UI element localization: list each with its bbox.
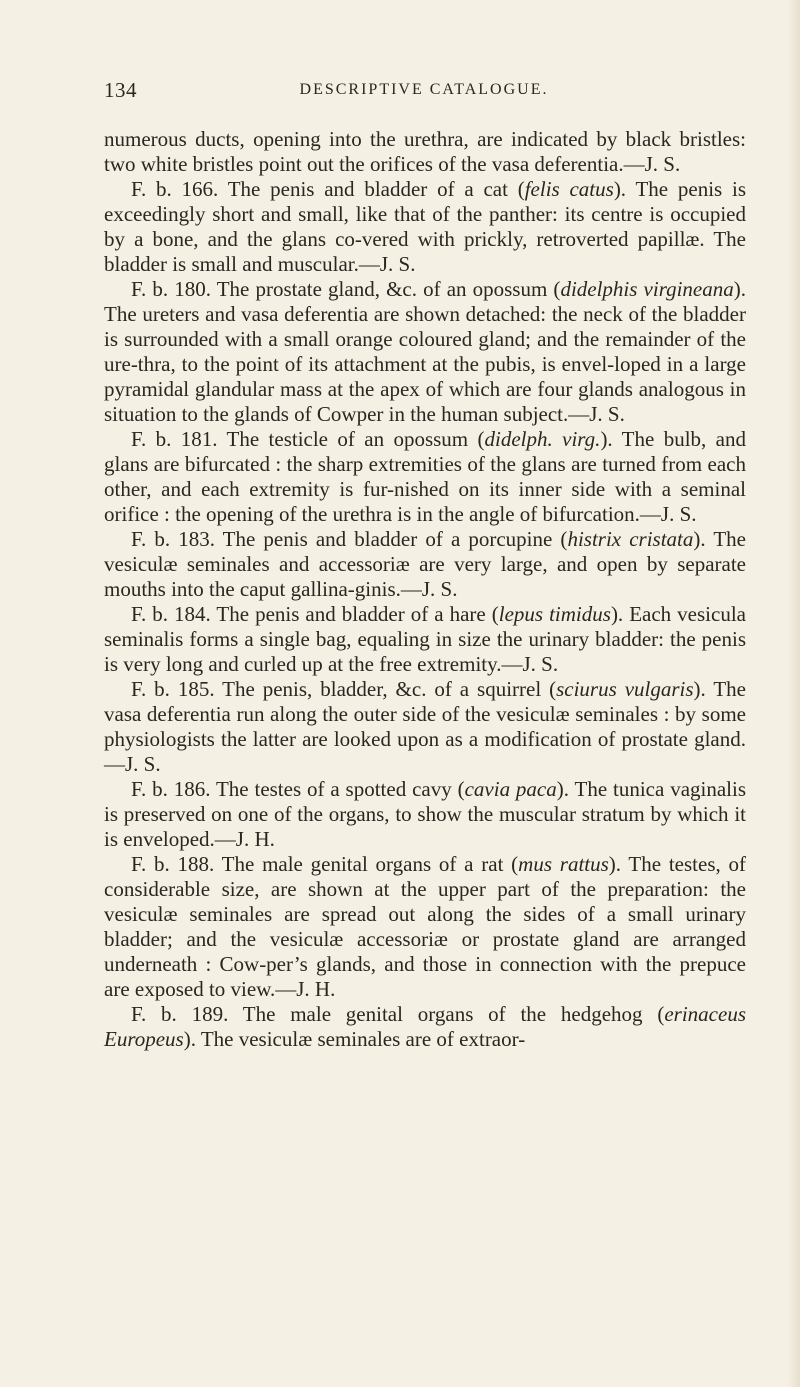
page-number: 134 [104, 78, 137, 102]
species-name: didelph. virg. [484, 427, 601, 451]
species-name: felis catus [524, 177, 614, 201]
entry-f-b-183: F. b. 183. The penis and bladder of a porcupine (histrix cristata). The vesiculæ seminales and accessoriæ are very large, and open by separate mouths into the caput gallina-ginis.—J. S. [104, 527, 747, 601]
catalogue-text [104, 127, 746, 1052]
entry-f-b-181: F. b. 181. The testicle of an opossum (didelph. virg.). The bulb, and glans are bifurcated : the sharp extremities of the glans are turned from each other, and each extremity is fur-nished on its inner side with a seminal orifice : the opening of the urethra is in the angle of bifurcation.—J. S. [104, 427, 746, 526]
entry-f-b-180: F. b. 180. The prostate gland, &c. of an opossum (didelphis virgineana). The ureters and vasa deferentia are shown detached: the neck of the bladder is surrounded with a small orange coloured gland; and the remainder of the ure-thra, to the point of its attachment at the pubis, is envel-loped in a large pyramidal glandular mass at the apex of which are four glands analogous in situation to the glands of Cowper in the human subject.—J. S. [104, 277, 747, 426]
entry-f-b-166: F. b. 166. The penis and bladder of a cat (felis catus). The penis is exceedingly short and small, like that of the panther: its centre is occupied by a bone, and the glans co-vered with prickly, retroverted papillæ. The bladder is small and muscular.—J. S. [104, 177, 746, 276]
species-name: didelphis virgineana [560, 277, 734, 301]
species-name: mus rattus [518, 852, 609, 876]
entry-f-b-188: F. b. 188. The male genital organs of a rat (mus rattus). The testes, of considerable size, are shown at the upper part of the preparation: the vesiculæ seminales are spread out along the sides of a small urinary bladder; and the vesiculæ accessoriæ or prostate gland are arranged underneath : Cow-per’s glands, and those in connection with the prepuce are exposed to view.—J. H. [104, 852, 746, 1001]
page-edge-shadow [788, 0, 800, 1387]
species-name: erinaceus Europeus [104, 1002, 746, 1051]
page-header [104, 78, 744, 108]
running-head: DESCRIPTIVE CATALOGUE. [299, 81, 549, 98]
species-name: sciurus vulgaris [556, 677, 694, 701]
species-name: cavia paca [464, 777, 557, 801]
entry-continuation: numerous ducts, opening into the urethra, are indicated by black bristles: two white bristles point out the orifices of the vasa deferentia.—J. S. [104, 127, 746, 176]
species-name: lepus timidus [498, 602, 611, 626]
species-name: histrix cristata [567, 527, 694, 551]
entry-f-b-185: F. b. 185. The penis, bladder, &c. of a squirrel (sciurus vulgaris). The vasa deferentia run along the outer side of the vesiculæ seminales : by some physiologists the latter are looked upon as a modification of prostate gland.—J. S. [104, 677, 746, 776]
entry-f-b-184: F. b. 184. The penis and bladder of a hare (lepus timidus). Each vesicula seminalis forms a single bag, equaling in size the urinary bladder: the penis is very long and curled up at the free extremity.—J. S. [104, 602, 746, 676]
entry-f-b-186: F. b. 186. The testes of a spotted cavy (cavia paca). The tunica vaginalis is preserved on one of the organs, to show the muscular stratum by which it is enveloped.—J. H. [104, 777, 747, 851]
entry-f-b-189: F. b. 189. The male genital organs of the hedgehog (erinaceus Europeus). The vesiculæ seminales are of extraor- [104, 1002, 746, 1051]
